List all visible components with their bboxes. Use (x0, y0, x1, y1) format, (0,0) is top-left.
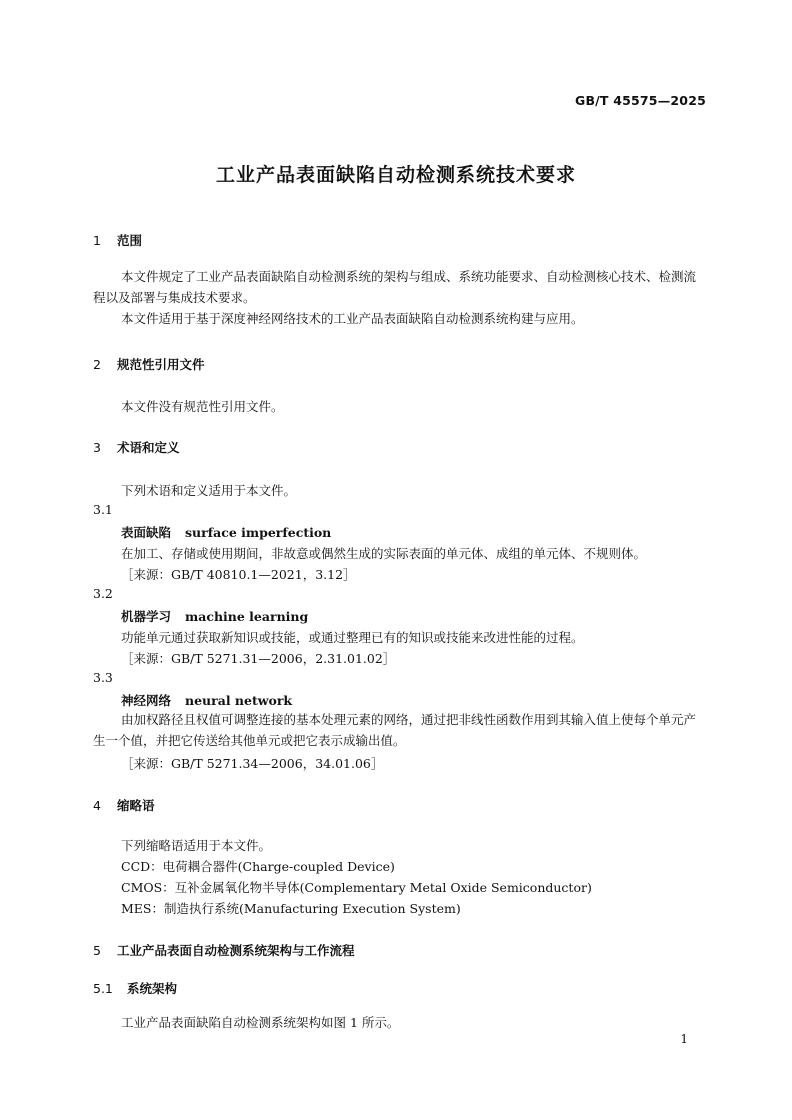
term-3-2 (121, 607, 308, 625)
section-number: 2 (93, 357, 101, 372)
term-3-1 (121, 523, 331, 541)
subsection-5-1-heading (93, 979, 177, 997)
term-en: machine learning (185, 609, 309, 624)
term-number: 3.1 (93, 502, 113, 517)
term-number: 3.3 (93, 670, 113, 685)
section-number: 4 (93, 798, 101, 813)
term-source: ［来源：GB/T 5271.31—2006，2.31.01.02］ (121, 651, 396, 666)
section-title: 术语和定义 (117, 440, 180, 455)
term-3-3 (121, 691, 292, 709)
term-en: surface imperfection (185, 525, 332, 540)
section-number: 5 (93, 943, 101, 958)
architecture-text: 工业产品表面缺陷自动检测系统架构如图 1 所示。 (121, 1015, 400, 1030)
term-source: ［来源：GB/T 5271.34—2006，34.01.06］ (121, 756, 384, 771)
section-title: 范围 (117, 233, 143, 248)
term-cn: 神经网络 (121, 693, 172, 708)
section-number: 3 (93, 440, 101, 455)
scope-paragraph-1: 本文件规定了工业产品表面缺陷自动检测系统的架构与组成、系统功能要求、自动检测核心技术、检测流程以及部署与集成技术要求。 (93, 269, 697, 305)
page-number: 1 (680, 1032, 688, 1046)
term-number: 3.2 (93, 586, 113, 601)
term-definition: 由加权路径且权值可调整连接的基本处理元素的网络，通过把非线性函数作用到其输入值上使每个单元产生一个值，并把它传送给其他单元或把它表示成输出值。 (93, 712, 697, 748)
term-cn: 机器学习 (121, 609, 172, 624)
scope-paragraph-2: 本文件适用于基于深度神经网络技术的工业产品表面缺陷自动检测系统构建与应用。 (121, 311, 584, 326)
term-cn: 表面缺陷 (121, 525, 172, 540)
term-definition: 在加工、存储或使用期间，非故意或偶然生成的实际表面的单元体、成组的单元体、不规则体。 (121, 546, 647, 561)
section-number: 5.1 (93, 981, 113, 996)
abbreviation-item: CCD：电荷耦合器件(Charge-coupled Device) (121, 859, 395, 874)
section-title: 系统架构 (127, 981, 178, 996)
section-5-heading (93, 941, 355, 959)
abbreviation-item: CMOS：互补金属氧化物半导体(Complementary Metal Oxide Semiconductor) (121, 880, 592, 895)
section-3-heading (93, 438, 180, 456)
term-en: neural network (185, 693, 293, 708)
standard-code: GB/T 45575—2025 (574, 93, 706, 108)
section-number: 1 (93, 233, 101, 248)
section-title: 规范性引用文件 (117, 357, 205, 372)
abbreviations-intro: 下列缩略语适用于本文件。 (121, 838, 272, 853)
section-1-heading (93, 231, 142, 249)
section-2-heading (93, 355, 205, 373)
term-definition: 功能单元通过获取新知识或技能，或通过整理已有的知识或技能来改进性能的过程。 (121, 630, 584, 645)
term-source: ［来源：GB/T 40810.1—2021，3.12］ (121, 567, 356, 582)
section-4-heading (93, 796, 155, 814)
abbreviation-item: MES：制造执行系统(Manufacturing Execution System) (121, 901, 461, 916)
terms-intro: 下列术语和定义适用于本文件。 (121, 483, 297, 498)
normative-references-text: 本文件没有规范性引用文件。 (121, 399, 284, 414)
section-title: 缩略语 (117, 798, 155, 813)
document-title: 工业产品表面缺陷自动检测系统技术要求 (215, 164, 576, 186)
section-title: 工业产品表面自动检测系统架构与工作流程 (117, 943, 355, 958)
